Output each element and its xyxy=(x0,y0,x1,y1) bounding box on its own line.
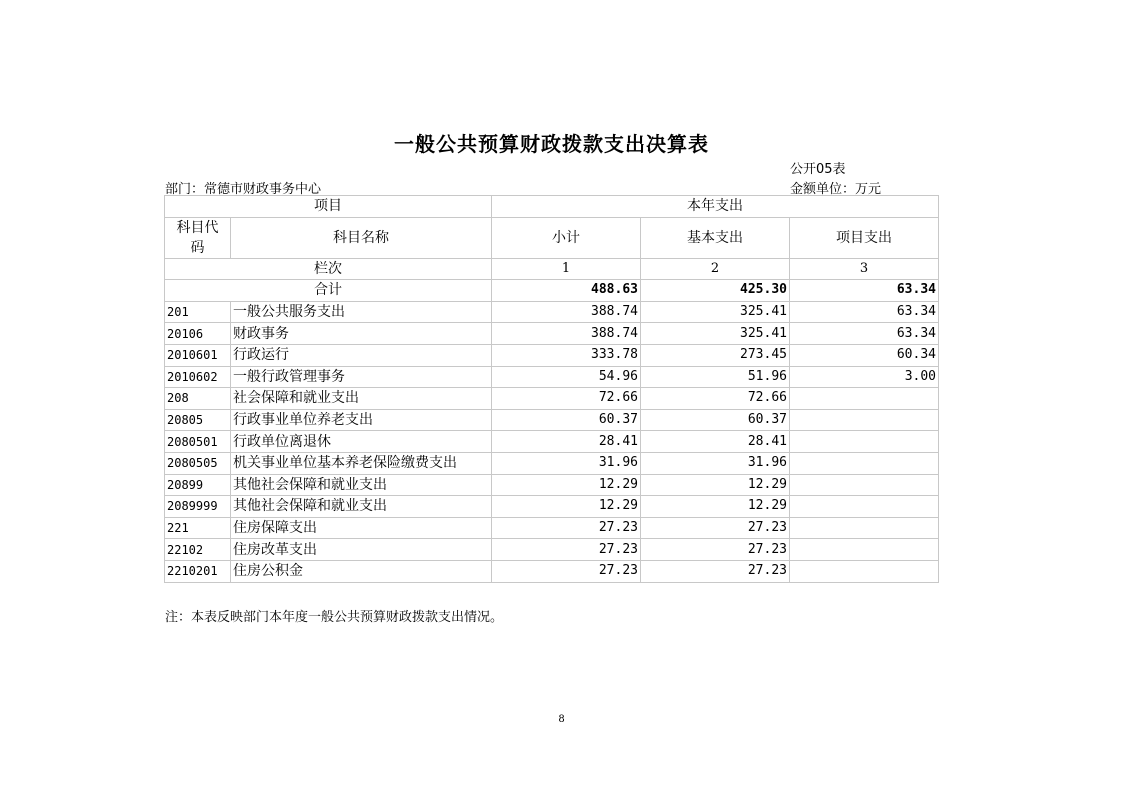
row-basic: 12.29 xyxy=(641,496,790,518)
row-name: 行政单位离退休 xyxy=(231,431,492,453)
column-order-label: 栏次 xyxy=(165,258,492,280)
header-current-year: 本年支出 xyxy=(492,196,939,218)
total-label: 合计 xyxy=(165,280,492,302)
column-order-2: 2 xyxy=(641,258,790,280)
row-basic: 31.96 xyxy=(641,452,790,474)
row-subtotal: 27.23 xyxy=(492,517,641,539)
row-project: 63.34 xyxy=(790,323,939,345)
row-project: 3.00 xyxy=(790,366,939,388)
row-project xyxy=(790,560,939,582)
table-row xyxy=(165,474,939,496)
row-project xyxy=(790,431,939,453)
expenditure-table xyxy=(164,195,939,583)
page-title: 一般公共预算财政拨款支出决算表 xyxy=(394,132,709,156)
row-code: 22102 xyxy=(165,539,231,561)
table-row xyxy=(165,344,939,366)
row-basic: 27.23 xyxy=(641,560,790,582)
header-project-exp: 项目支出 xyxy=(790,217,939,258)
total-basic: 425.30 xyxy=(641,280,790,302)
row-subtotal: 27.23 xyxy=(492,560,641,582)
header-row-1 xyxy=(165,196,939,218)
row-subtotal: 60.37 xyxy=(492,409,641,431)
row-name: 行政运行 xyxy=(231,344,492,366)
row-project: 60.34 xyxy=(790,344,939,366)
row-subtotal: 72.66 xyxy=(492,388,641,410)
row-name: 其他社会保障和就业支出 xyxy=(231,496,492,518)
row-project xyxy=(790,452,939,474)
page-number: 8 xyxy=(558,714,565,725)
column-order-3: 3 xyxy=(790,258,939,280)
table-row xyxy=(165,452,939,474)
row-subtotal: 388.74 xyxy=(492,323,641,345)
row-basic: 27.23 xyxy=(641,517,790,539)
row-project: 63.34 xyxy=(790,301,939,323)
column-order-1: 1 xyxy=(492,258,641,280)
header-subtotal: 小计 xyxy=(492,217,641,258)
row-project xyxy=(790,496,939,518)
department-label: 部门：常德市财政事务中心 xyxy=(165,182,322,197)
table-row xyxy=(165,431,939,453)
row-subtotal: 28.41 xyxy=(492,431,641,453)
row-code: 20805 xyxy=(165,409,231,431)
row-name: 一般公共服务支出 xyxy=(231,301,492,323)
row-basic: 72.66 xyxy=(641,388,790,410)
column-order-row xyxy=(165,258,939,280)
row-project xyxy=(790,517,939,539)
table-row xyxy=(165,388,939,410)
table-row xyxy=(165,517,939,539)
header-name: 科目名称 xyxy=(231,217,492,258)
total-subtotal: 488.63 xyxy=(492,280,641,302)
row-basic: 51.96 xyxy=(641,366,790,388)
amount-unit-label: 金额单位：万元 xyxy=(790,182,882,197)
form-number: 公开05表 xyxy=(790,162,846,177)
header-code: 科目代码 xyxy=(165,217,231,258)
table-row xyxy=(165,323,939,345)
row-name: 社会保障和就业支出 xyxy=(231,388,492,410)
row-project xyxy=(790,539,939,561)
row-subtotal: 54.96 xyxy=(492,366,641,388)
row-code: 2080505 xyxy=(165,452,231,474)
row-name: 住房保障支出 xyxy=(231,517,492,539)
row-code: 221 xyxy=(165,517,231,539)
row-project xyxy=(790,388,939,410)
row-code: 2010601 xyxy=(165,344,231,366)
table-note: 注：本表反映部门本年度一般公共预算财政拨款支出情况。 xyxy=(165,610,504,625)
row-project xyxy=(790,474,939,496)
row-basic: 273.45 xyxy=(641,344,790,366)
table-row xyxy=(165,301,939,323)
header-basic: 基本支出 xyxy=(641,217,790,258)
row-code: 2089999 xyxy=(165,496,231,518)
row-name: 住房公积金 xyxy=(231,560,492,582)
total-project: 63.34 xyxy=(790,280,939,302)
row-name: 机关事业单位基本养老保险缴费支出 xyxy=(231,452,492,474)
row-basic: 28.41 xyxy=(641,431,790,453)
row-subtotal: 31.96 xyxy=(492,452,641,474)
row-basic: 325.41 xyxy=(641,301,790,323)
row-name: 住房改革支出 xyxy=(231,539,492,561)
table-row xyxy=(165,409,939,431)
row-code: 20106 xyxy=(165,323,231,345)
row-project xyxy=(790,409,939,431)
row-code: 2080501 xyxy=(165,431,231,453)
row-name: 行政事业单位养老支出 xyxy=(231,409,492,431)
row-subtotal: 12.29 xyxy=(492,496,641,518)
row-code: 20899 xyxy=(165,474,231,496)
row-code: 2010602 xyxy=(165,366,231,388)
row-name: 财政事务 xyxy=(231,323,492,345)
table-row xyxy=(165,496,939,518)
row-basic: 325.41 xyxy=(641,323,790,345)
row-basic: 27.23 xyxy=(641,539,790,561)
row-basic: 60.37 xyxy=(641,409,790,431)
row-subtotal: 27.23 xyxy=(492,539,641,561)
header-project: 项目 xyxy=(165,196,492,218)
row-name: 一般行政管理事务 xyxy=(231,366,492,388)
row-code: 201 xyxy=(165,301,231,323)
table-row xyxy=(165,539,939,561)
total-row xyxy=(165,280,939,302)
row-basic: 12.29 xyxy=(641,474,790,496)
row-subtotal: 388.74 xyxy=(492,301,641,323)
row-subtotal: 12.29 xyxy=(492,474,641,496)
table-row xyxy=(165,560,939,582)
row-code: 208 xyxy=(165,388,231,410)
row-subtotal: 333.78 xyxy=(492,344,641,366)
header-row-2 xyxy=(165,217,939,258)
row-name: 其他社会保障和就业支出 xyxy=(231,474,492,496)
table-row xyxy=(165,366,939,388)
row-code: 2210201 xyxy=(165,560,231,582)
